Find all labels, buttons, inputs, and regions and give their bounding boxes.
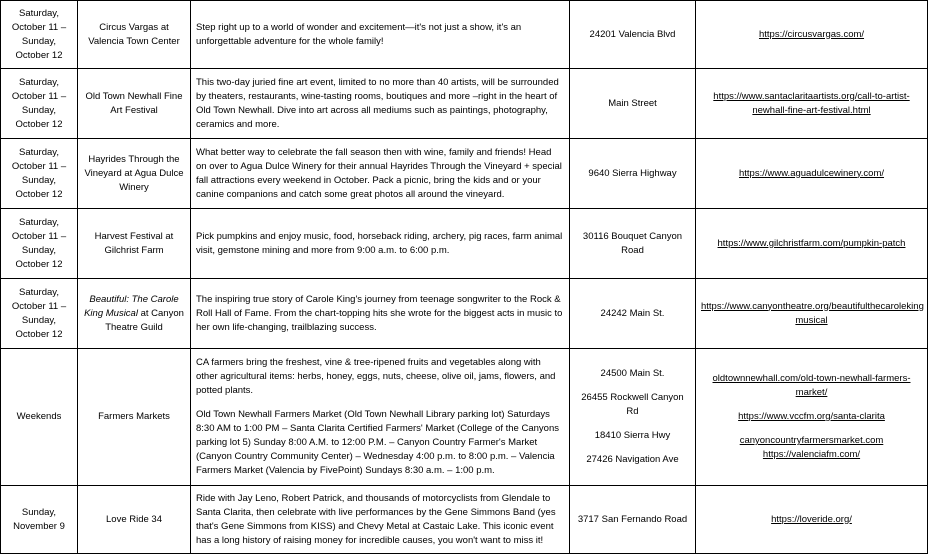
event-name: Old Town Newhall Fine Art Festival (78, 69, 191, 139)
event-name: Circus Vargas at Valencia Town Center (78, 1, 191, 69)
event-description-schedule: Old Town Newhall Farmers Market (Old Town Newhall Library parking lot) Saturdays 8:30 AM to 1:00 PM – Santa Clarita Certified Farmers' Market (College of the Canyons parking lot 5) Sunday 8:00 A.M. to 12:00 P.M. – Canyon Country Farmer's Market (Canyon Country Community Center) – Wednesday 4:00 p.m. to 8:00 p.m. – Valencia Farmers Market (Valencia by FivePoint) Sundays 8:30 a.m. – 1:00 p.m. (196, 409, 559, 476)
event-address: 24500 Main St. (600, 368, 665, 379)
event-address: 26455 Rockwell Canyon Rd (581, 392, 684, 417)
event-name: at Canyon Theatre Guild (105, 307, 184, 333)
event-description-cell (191, 349, 570, 486)
event-date: Saturday, October 11 – Sunday, October 12 (1, 69, 78, 139)
event-link[interactable]: https://www.santaclaritaartists.org/call-to-artist-newhall-fine-art-festival.html (713, 90, 910, 116)
event-date: Saturday, October 11 – Sunday, October 12 (1, 279, 78, 349)
event-link[interactable]: https://circusvargas.com/ (758, 28, 865, 40)
event-date: Saturday, October 11 – Sunday, October 12 (1, 1, 78, 69)
event-link-cell (696, 349, 928, 486)
event-link[interactable]: oldtownnewhall.com/old-town-newhall-farmers-market/ (712, 373, 911, 398)
table-row (1, 279, 928, 349)
event-address: 30116 Bouquet Canyon Road (570, 209, 696, 279)
event-name: Harvest Festival at Gilchrist Farm (78, 209, 191, 279)
event-date: Saturday, October 11 – Sunday, October 12 (1, 209, 78, 279)
event-address: 24242 Main St. (570, 279, 696, 349)
table-row (1, 69, 928, 139)
event-link[interactable]: https://loveride.org/ (771, 513, 852, 525)
event-description: Step right up to a world of wonder and excitement—it's not just a show, it's an unforgettable adventure for the whole family! (191, 1, 570, 69)
event-link[interactable]: https://www.canyontheatre.org/beautifulthecaroleking musical (701, 300, 924, 326)
event-date: Saturday, October 11 – Sunday, October 12 (1, 139, 78, 209)
event-link[interactable]: https://www.gilchristfarm.com/pumpkin-patch (717, 237, 906, 249)
table-row (1, 349, 928, 486)
event-name-cell (78, 279, 191, 349)
event-address-cell (570, 349, 696, 486)
event-name: Farmers Markets (78, 349, 191, 486)
event-address: 24201 Valencia Blvd (570, 1, 696, 69)
event-address: Main Street (570, 69, 696, 139)
event-address: 27426 Navigation Ave (586, 454, 679, 465)
event-link[interactable]: https://valenciafm.com/ (762, 449, 861, 460)
event-date: Weekends (1, 349, 78, 486)
event-name-italic: Beautiful: The Carole King Musical (84, 293, 179, 319)
event-link[interactable]: canyoncountryfarmersmarket.com (739, 435, 884, 446)
table-row (1, 486, 928, 554)
event-description: Ride with Jay Leno, Robert Patrick, and thousands of motorcyclists from Glendale to Santa Clarita, then celebrate with live performances by the Gene Simmons Band (yes that's Gene Simmons from KISS) and Chevy Metal at Castaic Lake. This iconic event has a long history of raising money for incredible causes, you won't want to miss it! (191, 486, 570, 554)
event-description: CA farmers bring the freshest, vine & tree-ripened fruits and vegetables along with other agricultural items: herbs, honey, eggs, nuts, cheese, olive oil, jams, flowers, and potted plants. (196, 357, 556, 396)
table-row (1, 209, 928, 279)
event-address: 9640 Sierra Highway (570, 139, 696, 209)
event-name: Love Ride 34 (78, 486, 191, 554)
table-row (1, 139, 928, 209)
event-link[interactable]: https://www.vccfm.org/santa-clarita (738, 411, 885, 422)
event-link[interactable]: https://www.aguadulcewinery.com/ (738, 167, 885, 179)
event-description: Pick pumpkins and enjoy music, food, horseback riding, archery, pig races, farm animal visit, gemstone mining and more from 9:00 a.m. to 6:00 p.m. (191, 209, 570, 279)
table-row (1, 1, 928, 69)
event-description: This two-day juried fine art event, limited to no more than 40 artists, will be surrounded by theaters, restaurants, wine-tasting rooms, boutiques and more –right in the heart of Old Town Newhall. Dive into art across all mediums such as paintings, photography, ceramics and more. (191, 69, 570, 139)
event-address: 18410 Sierra Hwy (594, 430, 671, 441)
event-date: Sunday, November 9 (1, 486, 78, 554)
event-description: The inspiring true story of Carole King's journey from teenage songwriter to the Rock & Roll Hall of Fame. From the chart-topping hits she wrote for the biggest acts in music to her own life-changing, trailblazing success. (191, 279, 570, 349)
event-description: What better way to celebrate the fall season then with wine, family and friends! Head on over to Agua Dulce Winery for their annual Hayrides Through the Vineyard + special fall attractions every weekend in October. Pack a picnic, bring the kids and or your canine companions and catch some great photos all around the vineyard. (191, 139, 570, 209)
event-name: Hayrides Through the Vineyard at Agua Dulce Winery (78, 139, 191, 209)
event-address: 3717 San Fernando Road (570, 486, 696, 554)
